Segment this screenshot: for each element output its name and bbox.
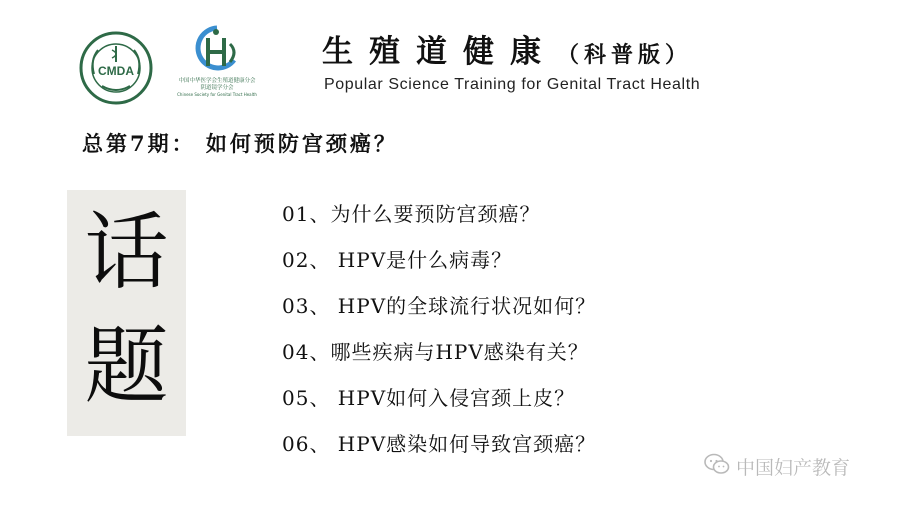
csgh-logo-text-cn: 中国中华医学会生殖道健康分会 bbox=[178, 78, 256, 84]
csgh-logo-text-en: Chinese Society for Genital Tract Health bbox=[177, 92, 257, 97]
question-item-04: 04、哪些疾病与HPV感染有关？ bbox=[282, 340, 589, 364]
cmda-logo-text: CMDA bbox=[98, 64, 134, 78]
question-item-05: 05、 HPV如何入侵宫颈上皮？ bbox=[282, 386, 576, 410]
page-title-main: 生殖道健康 bbox=[322, 34, 557, 70]
topic-label-char-2: 题 bbox=[84, 317, 169, 415]
topic-label-box bbox=[67, 190, 186, 436]
topic-label-char-1: 话 bbox=[84, 203, 169, 301]
question-item-03: 03、 HPV的全球流行状况如何？ bbox=[282, 294, 597, 318]
page-subtitle: Popular Science Training for Genital Tract Health bbox=[324, 76, 701, 93]
page-title-suffix: （科普版） bbox=[557, 42, 693, 68]
question-item-01: 01、为什么要预防宫颈癌？ bbox=[282, 202, 541, 226]
question-item-02: 02、 HPV是什么病毒？ bbox=[282, 248, 513, 272]
csgh-logo-text-cn2: 阴道镜学分会 bbox=[200, 85, 234, 91]
question-item-06: 06、 HPV感染如何导致宫颈癌？ bbox=[282, 432, 597, 456]
csgh-logo bbox=[172, 22, 262, 110]
wechat-icon bbox=[704, 452, 730, 481]
watermark bbox=[704, 452, 850, 480]
watermark-text: 中国妇产教育 bbox=[736, 456, 851, 479]
question-list bbox=[282, 196, 596, 472]
cmda-logo bbox=[78, 30, 154, 106]
issue-title: 总第7期： 如何预防宫颈癌？ bbox=[82, 131, 398, 156]
page-title bbox=[322, 26, 692, 71]
